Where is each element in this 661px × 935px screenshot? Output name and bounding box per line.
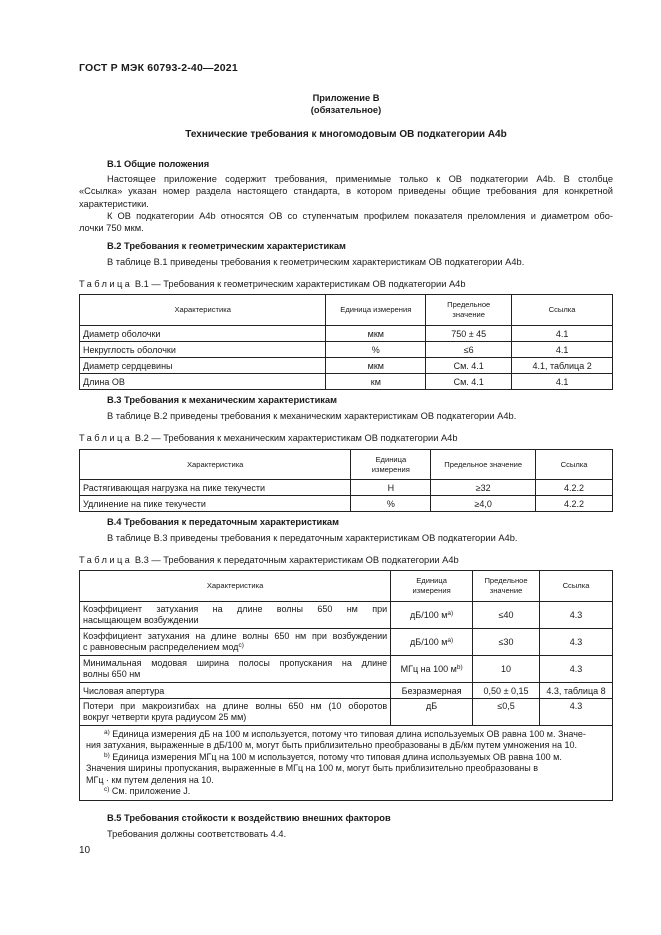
section-b5-heading: В.5 Требования стойкости к воздействию внешних факторов (107, 813, 391, 823)
cell (391, 602, 473, 629)
cell: 4.3 (540, 699, 613, 726)
table-row (80, 374, 613, 390)
footnote-mark: b) (456, 664, 463, 671)
header-cell: Предельное значение (426, 295, 512, 326)
line: вокруг четверти круга радиусом 25 мм) (83, 712, 247, 722)
footnote-b-cont: МГц · км путем деления на 10. (86, 774, 214, 785)
cell: 4.1, таблица 2 (512, 358, 613, 374)
cell: ≤0,5 (473, 699, 540, 726)
table-row (80, 699, 613, 726)
cell: 4.2.2 (536, 496, 613, 512)
cell: 4.1 (512, 342, 613, 358)
section-b2-heading: В.2 Требования к геометрическим характеристикам (107, 241, 346, 251)
table-row (80, 326, 613, 342)
cell: Диаметр сердцевины (80, 358, 326, 374)
cell (80, 602, 391, 629)
table-row (80, 602, 613, 629)
caption-text: В.2 — Требования к механическим характеристикам ОВ подкатегории А4b (132, 433, 458, 443)
footnote-mark: а) (447, 610, 454, 617)
text: Единица измерения МГц на 100 м используется, потому что типовая длина используемых ОВ равна 100 м. (109, 751, 562, 762)
line: насыщающем возбуждении (83, 615, 199, 625)
section-b3-heading: В.3 Требования к механическим характеристикам (107, 395, 338, 405)
footnote-b (86, 752, 606, 763)
line: лочки 750 мкм. (79, 223, 144, 234)
cell: Растягивающая нагрузка на пике текучести (80, 480, 351, 496)
table-b3 (79, 570, 613, 801)
line: Минимальная модовая ширина полосы пропускания на длине (83, 658, 388, 668)
cell: 750 ± 45 (426, 326, 512, 342)
line: волны 650 нм (83, 669, 141, 679)
header-cell: Предельное значение (431, 450, 536, 480)
appendix-note: (обязательное) (310, 105, 382, 115)
cell: Диаметр оболочки (80, 326, 326, 342)
caption-text: В.3 — Требования к передаточным характеристикам ОВ подкатегории А4b (132, 555, 459, 565)
cell: ≥4,0 (431, 496, 536, 512)
header-cell: Предельное значение (473, 571, 540, 602)
footnote-mark: с) (238, 642, 244, 649)
table-header-row (80, 450, 613, 480)
cell: Н (351, 480, 431, 496)
table-footnotes-row (80, 726, 613, 801)
cell: Некруглость оболочки (80, 342, 326, 358)
footnote-mark: а) (447, 637, 454, 644)
cell: Числовая апертура (80, 683, 391, 699)
cell: мкм (326, 358, 426, 374)
line: Настоящее приложение содержит требования, применимые только к ОВ подкатегории А4b. В столбце (107, 174, 613, 184)
cell (391, 656, 473, 683)
caption-word: Таблица (79, 555, 133, 565)
caption-word: Таблица (79, 433, 133, 443)
header-cell: Ссылка (540, 571, 613, 602)
table-b1-caption (79, 279, 466, 289)
footnote-mark: с) (104, 786, 110, 794)
cell (80, 699, 391, 726)
footnote-mark: b) (104, 751, 110, 759)
text: См. приложение J. (109, 786, 191, 797)
footnote-a (86, 729, 606, 740)
cell: ≤30 (473, 629, 540, 656)
table-row (80, 342, 613, 358)
unit: дБ/100 м (410, 637, 448, 647)
cell: См. 4.1 (426, 374, 512, 390)
line: «Ссылка» указан номер раздела настоящего стандарта, в котором приведены общие требования для конкретной (79, 186, 613, 197)
cell: 4.3, таблица 8 (540, 683, 613, 699)
caption-text: В.1 — Требования к геометрическим характеристикам ОВ подкатегории А4b (132, 279, 466, 289)
line: характеристики. (79, 198, 149, 209)
cell: мкм (326, 326, 426, 342)
unit: МГц на 100 м (400, 664, 457, 674)
appendix-title: Приложение В (312, 93, 380, 103)
line: Коэффициент затухания на длине волны 650 нм при (83, 604, 388, 614)
section-b5-text: Требования должны соответствовать 4.4. (107, 829, 287, 839)
cell: 4.3 (540, 602, 613, 629)
footnotes (80, 726, 613, 801)
footnote-c (86, 786, 606, 797)
footnote-mark: а) (104, 729, 110, 736)
header-cell: Ссылка (536, 450, 613, 480)
section-b4-heading: В.4 Требования к передаточным характеристикам (107, 517, 339, 527)
cell (80, 629, 391, 656)
cell: 4.3 (540, 629, 613, 656)
page-number: 10 (79, 845, 91, 856)
table-row (80, 683, 613, 699)
cell: Длина ОВ (80, 374, 326, 390)
header-cell: Характеристика (80, 571, 391, 602)
line: Потери при макроизгибах на длине волны 650 нм (10 оборотов (83, 701, 388, 711)
cell (391, 629, 473, 656)
cell: Безразмерная (391, 683, 473, 699)
cell: 0,50 ± 0,15 (473, 683, 540, 699)
header-cell: Единица измерения (391, 571, 473, 602)
text: с равновесным распределением мод (83, 642, 239, 652)
cell: км (326, 374, 426, 390)
cell: 4.1 (512, 374, 613, 390)
main-title: Технические требования к многомодовым ОВ подкатегории А4b (185, 129, 507, 140)
section-b1-heading: В.1 Общие положения (107, 159, 210, 169)
unit: дБ/100 м (410, 610, 448, 620)
cell: 4.1 (512, 326, 613, 342)
header-cell: Характеристика (80, 295, 326, 326)
header-cell: Ссылка (512, 295, 613, 326)
caption-word: Таблица (79, 279, 133, 289)
cell: 4.2.2 (536, 480, 613, 496)
cell (80, 656, 391, 683)
header-cell: Единица измерения (351, 450, 431, 480)
table-b2-caption (79, 433, 458, 443)
footnote-b-cont: Значения ширины пропускания, выраженные в МГц на 100 м, могут быть приблизительно преобразованы в (86, 763, 539, 774)
table-header-row (80, 571, 613, 602)
cell: 10 (473, 656, 540, 683)
table-row (80, 358, 613, 374)
cell: ≤6 (426, 342, 512, 358)
section-b2-text: В таблице В.1 приведены требования к геометрическим характеристикам ОВ подкатегории А4b. (107, 257, 525, 267)
header-cell: Характеристика (80, 450, 351, 480)
table-header-row (80, 295, 613, 326)
cell: ≥32 (431, 480, 536, 496)
header-cell: Единица измерения (326, 295, 426, 326)
cell: 4.3 (540, 656, 613, 683)
section-b3-text: В таблице В.2 приведены требования к механическим характеристикам ОВ подкатегории А4b. (107, 411, 517, 421)
table-b2 (79, 449, 613, 512)
text: Единица измерения дБ на 100 м используется, потому что типовая длина используемых ОВ равна 100 м. Значе- (109, 729, 586, 739)
table-row (80, 629, 613, 656)
table-row (80, 480, 613, 496)
section-b4-text: В таблице В.3 приведены требования к передаточным характеристикам ОВ подкатегории А4b. (107, 533, 518, 543)
footnote-a-cont: ния затухания, выраженные в дБ/100 м, могут быть приблизительно преобразованы в дБ/км путем умножения на 10. (86, 740, 578, 751)
cell: См. 4.1 (426, 358, 512, 374)
table-row (80, 656, 613, 683)
cell: % (351, 496, 431, 512)
section-b1-paragraph-1 (79, 173, 613, 210)
cell: ≤40 (473, 602, 540, 629)
section-b1-paragraph-2 (79, 210, 613, 235)
line: Коэффициент затухания на длине волны 650 нм при возбуждении (83, 631, 388, 641)
line: К ОВ подкатегории А4b относятся ОВ со ступенчатым профилем показателя преломления и диаметром обо- (107, 211, 613, 221)
table-b3-caption (79, 555, 459, 565)
line (83, 642, 387, 653)
cell: % (326, 342, 426, 358)
cell: дБ (391, 699, 473, 726)
table-b1 (79, 294, 613, 390)
table-row (80, 496, 613, 512)
document-header: ГОСТ Р МЭК 60793-2-40—2021 (79, 62, 238, 74)
cell: Удлинение на пике текучести (80, 496, 351, 512)
